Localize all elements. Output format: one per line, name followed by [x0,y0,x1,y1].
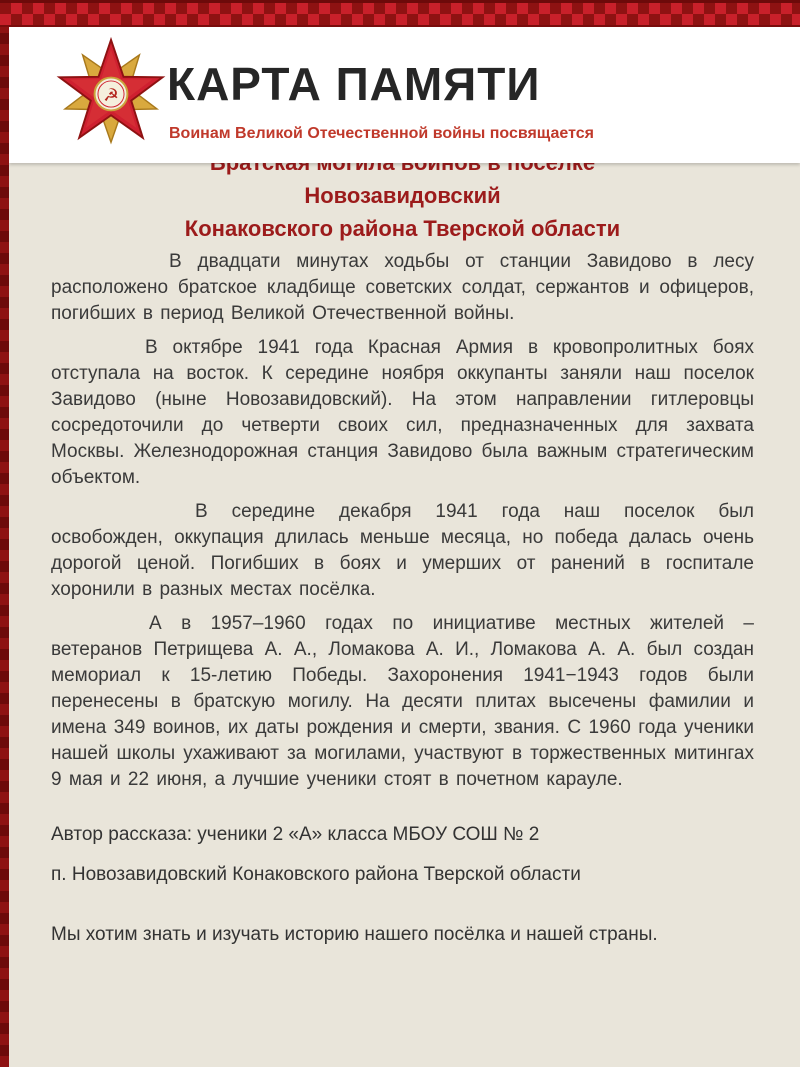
svg-text:☭: ☭ [103,84,119,105]
order-of-patriotic-war-medal-icon [53,33,169,155]
slide-footer [51,821,754,949]
paragraph-4: А в 1957–1960 годах по инициативе местных жителей – ветеранов Петрищева А. А., Ломакова А. И., Ломакова А. А. был создан мемориал к 15-летию Победы. Захоронения 1941−1943 годов были перенесены в братскую могилу. На десяти плитах высечены фамилии и имена 349 воинов, их даты рождения и смерти, звания. С 1960 года ученики нашей школы ухаживают за могилами, участвуют в торжественных митингах 9 мая и 22 июня, а лучшие ученики стоят в почетном карауле. [51,613,754,790]
project-title: КАРТА ПАМЯТИ [167,58,541,110]
motto-line: Мы хотим знать и изучать историю нашего посёлка и нашей страны. [51,924,658,945]
slide-title-line-3: Конаковского района Тверской области [184,216,621,241]
paragraph-3: В середине декабря 1941 года наш поселок был освобожден, оккупация длилась меньше месяца, но победа далась очень дорогой ценой. Погибших в боях и умерших от ранений в госпитале хоронили в разных местах посёлка. [51,501,754,600]
story-text [51,249,754,793]
project-subtitle: Воинам Великой Отечественной войны посвящается [169,125,594,142]
paragraph-2: В октябре 1941 года Красная Армия в кровопролитных боях отступала на восток. К середине ноября оккупанты заняли наш поселок Завидово (ныне Новозавидовский). На этом направлении гитлеровцы сосредоточили до четверти своих сил, предназначенных для захвата Москвы. Железнодорожная станция Завидово была важным стратегическим объектом. [51,337,754,488]
left-border-strip [0,22,9,1067]
header-band [9,25,800,163]
author-location-line: п. Новозавидовский Конаковского района Тверской области [51,864,581,885]
author-line: Автор рассказа: ученики 2 «А» класса МБОУ СОШ № 2 [51,824,540,845]
top-checkered-ribbon [0,0,800,27]
paragraph-1: В двадцати минутах ходьбы от станции Завидово в лесу расположено братское кладбище советских солдат, сержантов и офицеров, погибших в период Великой Отечественной войны. [51,251,754,324]
slide-title-line-2: Новозавидовский [304,183,501,208]
